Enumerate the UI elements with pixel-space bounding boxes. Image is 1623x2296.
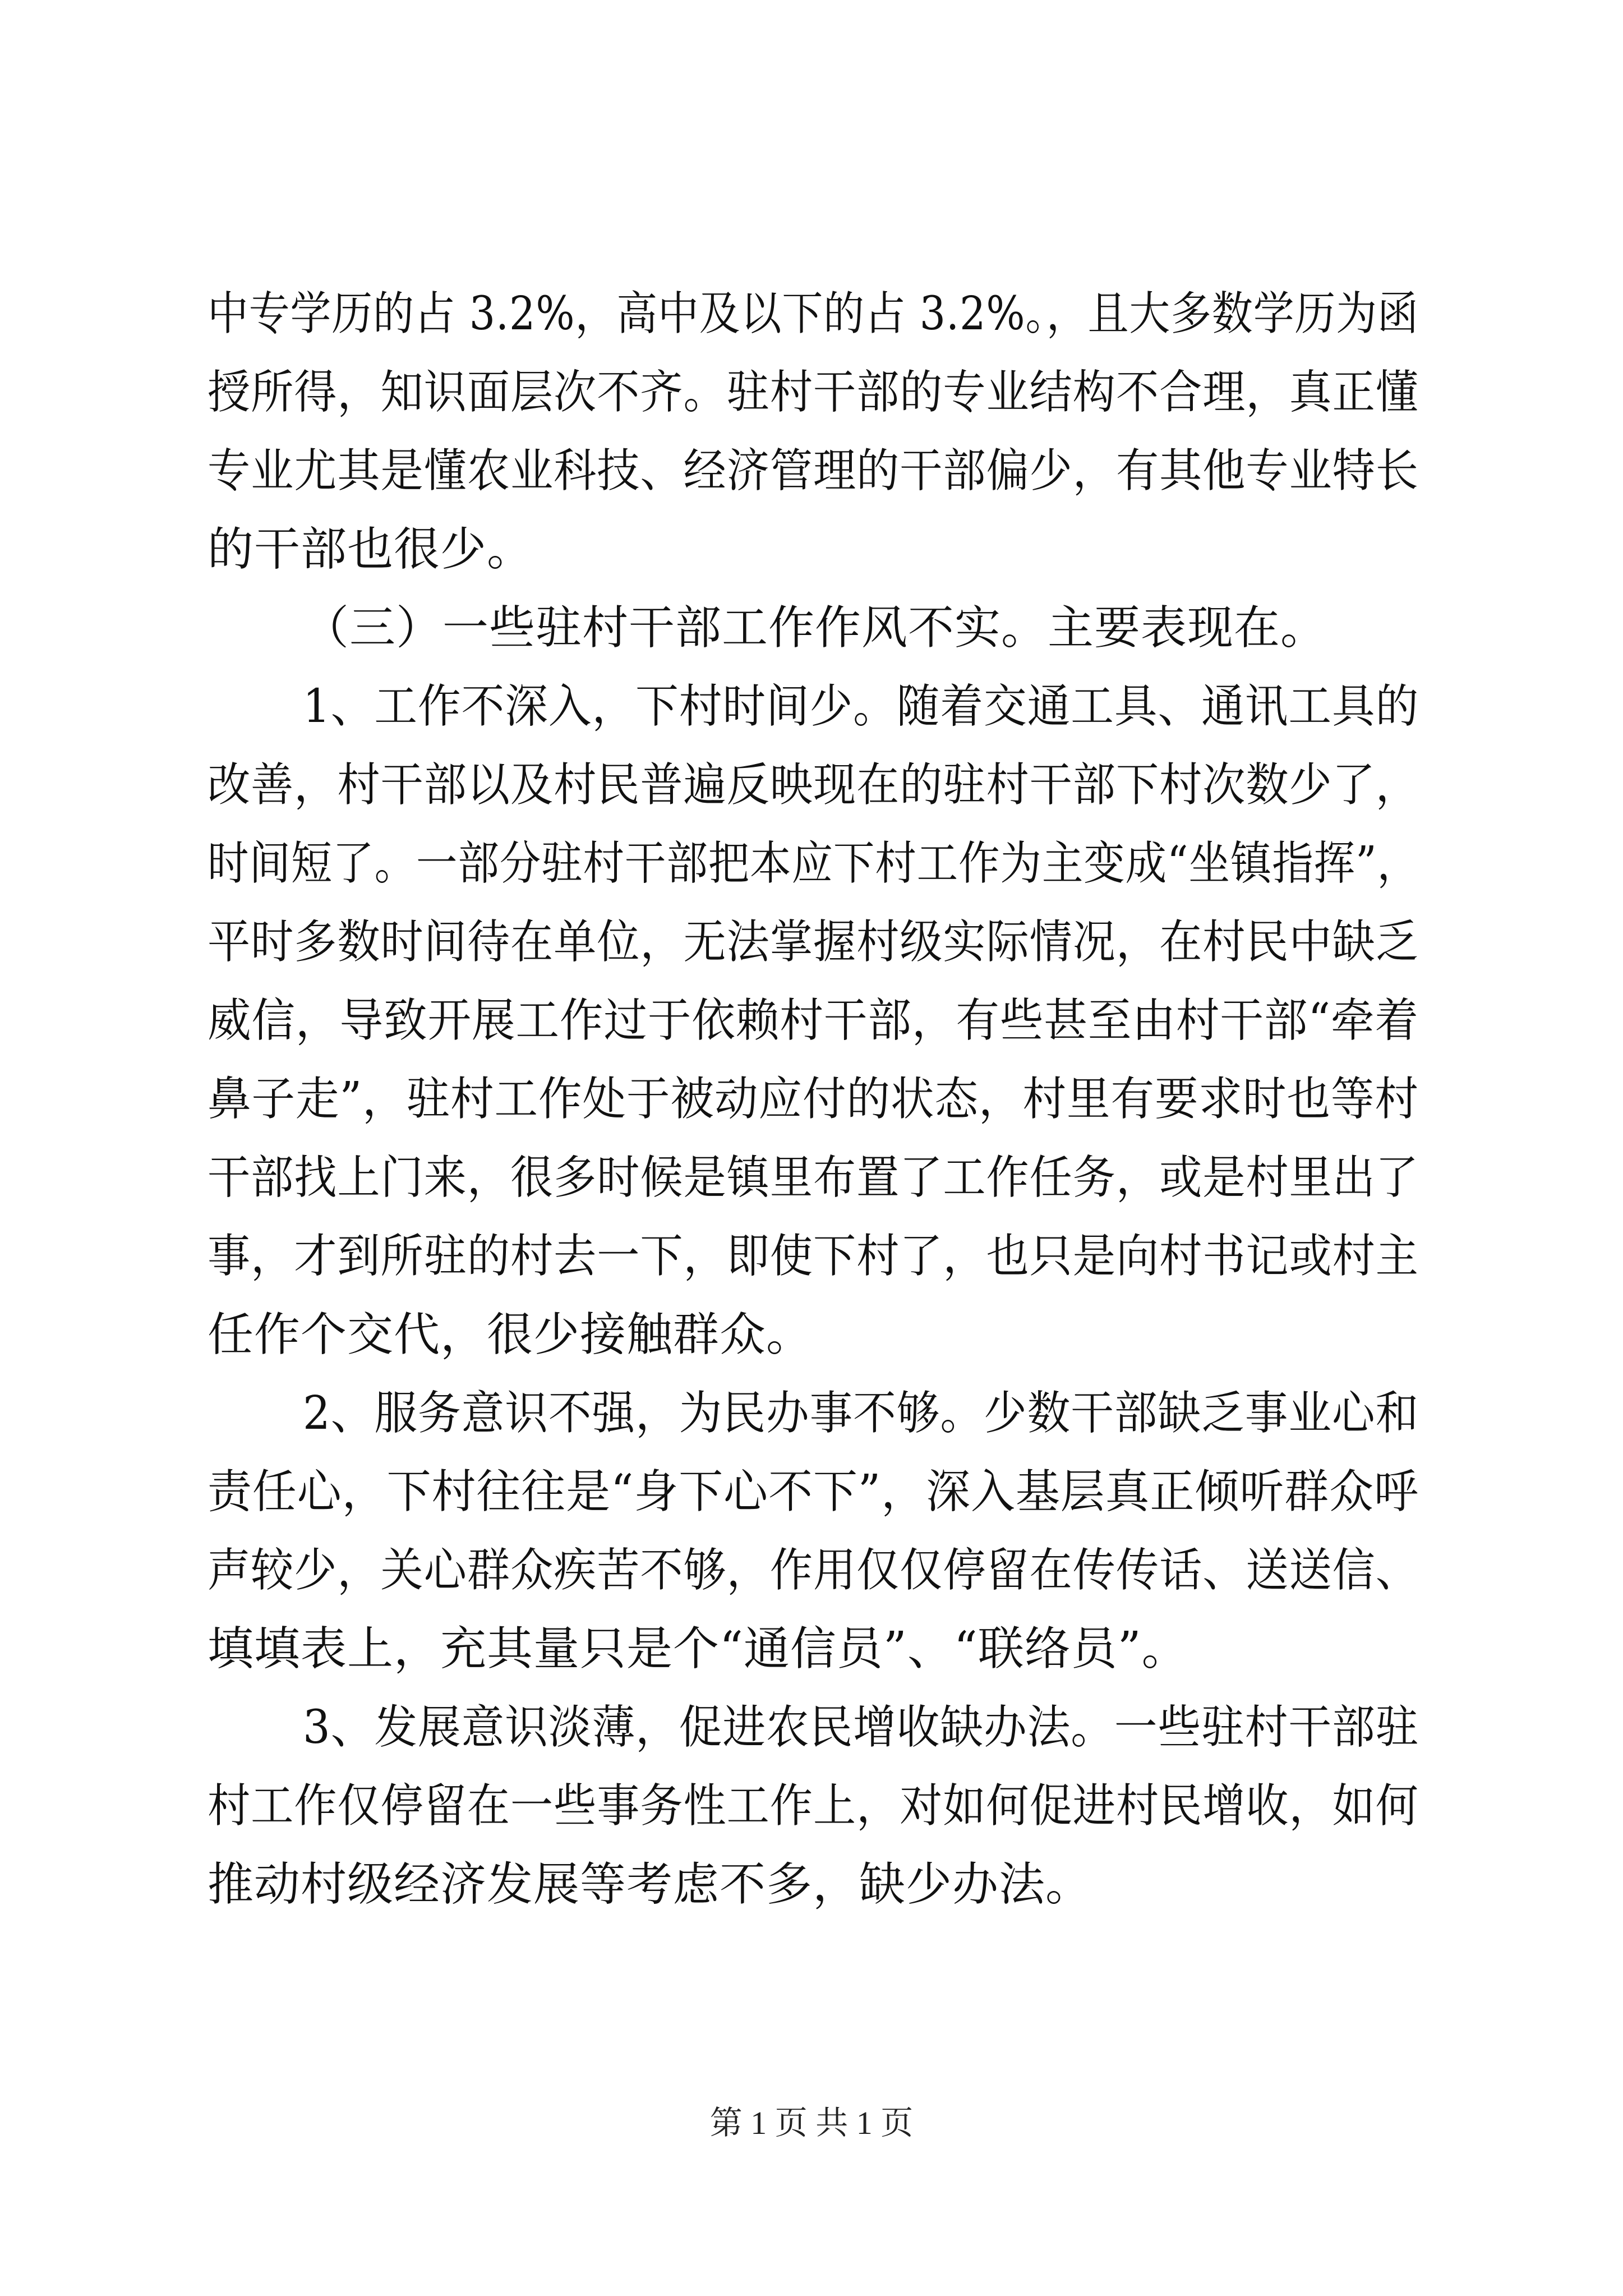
text-line-3: 专业尤其是懂农业科技、经济管理的干部偏少，有其他专业特长 — [208, 444, 1419, 498]
text-line-18: 填填表上，充其量只是个“通信员”、“联络员”。 — [208, 1622, 1188, 1676]
text-line-10: 威信，导致开展工作过于依赖村干部，有些甚至由村干部“牵着 — [208, 994, 1419, 1047]
text-line-9: 平时多数时间待在单位，无法掌握村级实际情况，在村民中缺乏 — [208, 915, 1419, 969]
text-line-20: 村工作仅停留在一些事务性工作上，对如何促进村民增收，如何 — [208, 1779, 1419, 1833]
text-line-2: 授所得，知识面层次不齐。驻村干部的专业结构不合理，真正懂 — [208, 366, 1419, 419]
text-line-6: 1、工作不深入，下村时间少。随着交通工具、通讯工具的 — [303, 680, 1419, 733]
text-line-11: 鼻子走”，驻村工作处于被动应付的状态，村里有要求时也等村 — [208, 1073, 1419, 1126]
text-line-19: 3、发展意识淡薄，促进农民增收缺办法。一些驻村干部驻 — [303, 1701, 1419, 1754]
text-line-14: 任作个交代，很少接触群众。 — [208, 1308, 813, 1361]
section-heading: （三）一些驻村干部工作作风不实。主要表现在。 — [303, 601, 1327, 655]
page-footer: 第 1 页 共 1 页 — [709, 2105, 914, 2141]
text-line-8: 时间短了。一部分驻村干部把本应下村工作为主变成“坐镇指挥”， — [208, 837, 1419, 890]
text-line-4: 的干部也很少。 — [208, 523, 534, 576]
text-line-15: 2、服务意识不强，为民办事不够。少数干部缺乏事业心和 — [303, 1387, 1419, 1440]
text-line-21: 推动村级经济发展等考虑不多，缺少办法。 — [208, 1858, 1092, 1911]
text-line-7: 改善，村干部以及村民普遍反映现在的驻村干部下村次数少了， — [208, 758, 1419, 812]
text-line-12: 干部找上门来，很多时候是镇里布置了工作任务，或是村里出了 — [208, 1151, 1419, 1204]
text-line-17: 声较少，关心群众疾苦不够，作用仅仅停留在传传话、送送信、 — [208, 1544, 1419, 1597]
text-line-1: 中专学历的占 3.2%，高中及以下的占 3.2%。，且大多数学历为函 — [208, 287, 1419, 341]
text-line-13: 事，才到所驻的村去一下，即使下村了，也只是向村书记或村主 — [208, 1230, 1419, 1283]
text-line-16: 责任心，下村往往是“身下心不下”，深入基层真正倾听群众呼 — [208, 1465, 1419, 1519]
